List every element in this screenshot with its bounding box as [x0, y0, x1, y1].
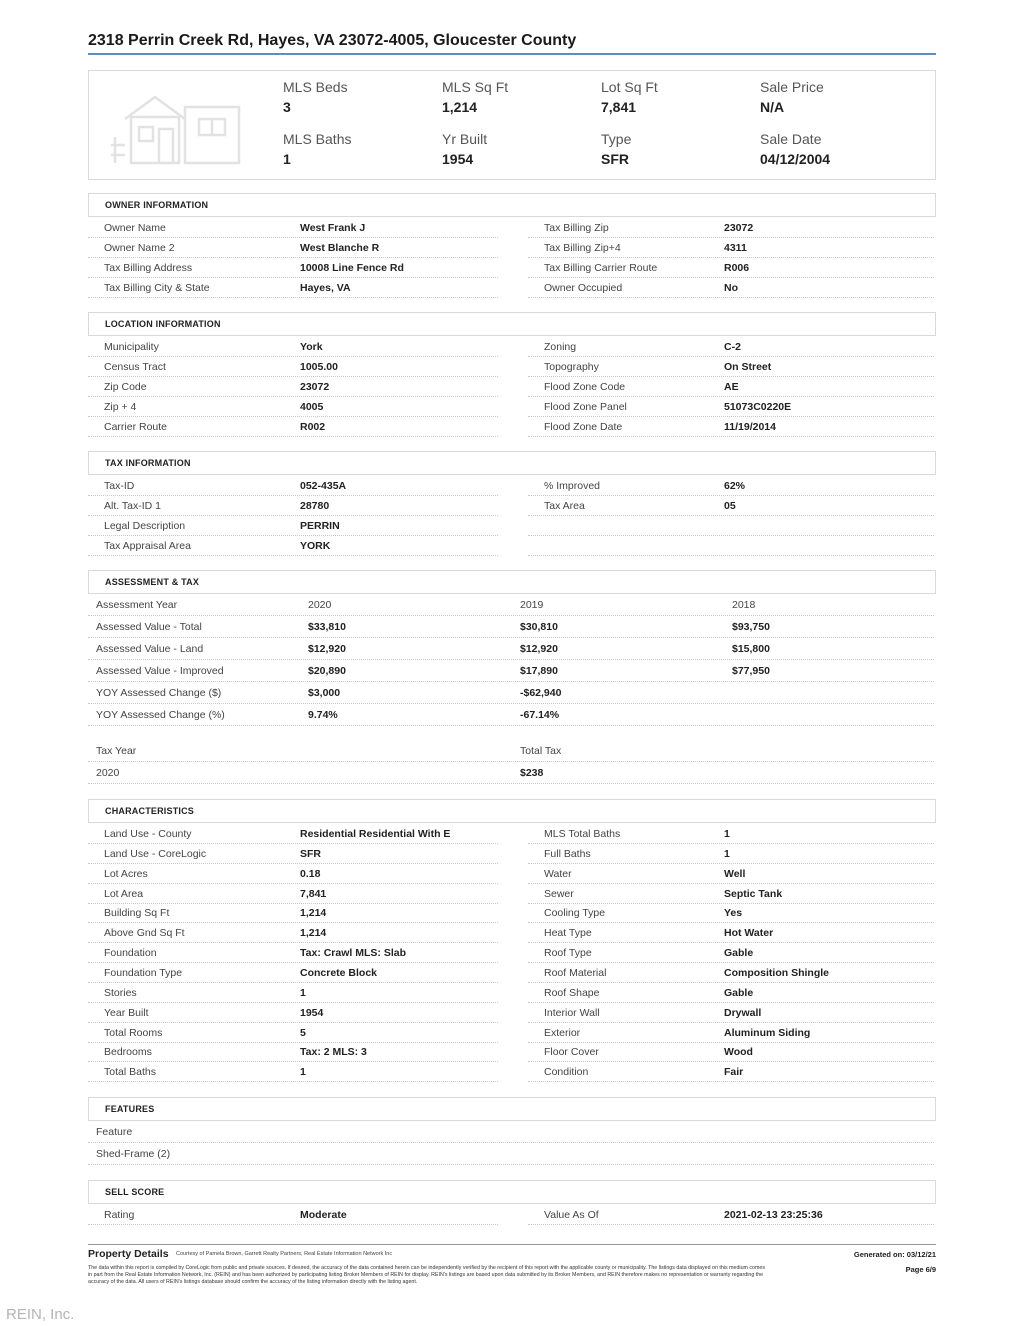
row-divider: [528, 1081, 934, 1082]
summary-label: MLS Baths: [283, 131, 352, 147]
owner-information-header: [88, 193, 936, 217]
field-value: 1: [300, 986, 306, 999]
field-value: 05: [724, 500, 736, 512]
field-value: 1: [300, 1066, 306, 1079]
summary-label: MLS Sq Ft: [442, 79, 509, 95]
summary-item: [601, 131, 631, 167]
field-value: AE: [724, 381, 739, 393]
summary-value: 1: [283, 151, 291, 167]
assessment-value: $15,800: [732, 643, 770, 655]
field-value: Fair: [724, 1066, 744, 1079]
field-label: YOY Assessed Change ($): [96, 687, 222, 699]
assessment-value: 9.74%: [308, 709, 338, 721]
info-row: [88, 1003, 508, 1023]
field-label: Carrier Route: [104, 421, 168, 433]
row-divider: [88, 783, 934, 784]
info-row: [88, 864, 508, 884]
field-value: Moderate: [300, 1209, 347, 1221]
owner-information-header-title: OWNER INFORMATION: [105, 200, 209, 210]
field-value: 23072: [724, 222, 754, 234]
field-value: York: [300, 341, 323, 353]
footer-disclaimer: The data within this report is compiled by CoreLogic from public and private sources. If desired, the accuracy of the data contained herein can be independently verified by the recipient of this report with the applicable county or municipality. The listings data displayed on this medium comes in part from the Real Estate Information Network, Inc. (REIN) and has been authorized by participating listing Broker Members of REIN for display. REIN's listings are based upon data submitted by its Broker Members, and REIN therefore makes no representation or warranty regarding the accuracy of the data. All users of REIN's listings database should confirm the accuracy of the listing information directly with the listing agent.: [88, 1265, 765, 1286]
row-divider: [528, 555, 934, 556]
field-value: Aluminum Siding: [724, 1026, 811, 1039]
assessment-tax-header-title: ASSESSMENT & TAX: [105, 577, 200, 587]
info-row: [528, 516, 934, 536]
info-row: [528, 377, 934, 397]
field-value: 1: [724, 847, 730, 860]
info-row: [88, 1062, 508, 1082]
row-divider: [88, 681, 934, 682]
field-value: 0.18: [300, 867, 321, 880]
field-value: Septic Tank: [724, 887, 783, 900]
field-label: Owner Name 2: [104, 242, 175, 254]
tax-year-value: 2020: [96, 767, 120, 779]
features-header-title: FEATURES: [105, 1104, 155, 1114]
assessment-year: 2019: [520, 599, 544, 611]
info-row: [528, 923, 934, 943]
field-label: Rating: [104, 1209, 135, 1221]
field-label: Sewer: [544, 887, 574, 900]
row-divider: [88, 761, 934, 762]
assessment-row: [88, 617, 934, 637]
assessment-value: $30,810: [520, 621, 558, 633]
watermark: REIN, Inc.: [6, 1306, 75, 1323]
field-value: R006: [724, 262, 750, 274]
assessment-value: $12,920: [520, 643, 558, 655]
field-value: 2021-02-13 23:25:36: [724, 1209, 823, 1221]
field-label: Condition: [544, 1066, 589, 1079]
info-row: [528, 1023, 934, 1043]
field-label: Flood Zone Date: [544, 421, 623, 433]
field-label: Census Tract: [104, 361, 166, 373]
footer-courtesy: Courtesy of Pamela Brown, Garrett Realty Partners, Real Estate Information Network Inc: [176, 1251, 393, 1257]
assessment-year: 2018: [732, 599, 756, 611]
info-row: [528, 337, 934, 357]
tax-information-header-title: TAX INFORMATION: [105, 458, 191, 468]
assessment-value: $17,890: [520, 665, 558, 677]
field-value: 052-435A: [300, 480, 347, 492]
house-placeholder-icon: [103, 85, 253, 165]
generated-date: Generated on: 03/12/21: [853, 1250, 936, 1259]
info-row: [88, 983, 508, 1003]
field-value: Tax: Crawl MLS: Slab: [300, 947, 406, 960]
assessment-value: $12,920: [308, 643, 346, 655]
row-divider: [88, 1142, 934, 1143]
feature-row: [88, 1144, 934, 1164]
assessment-row: [88, 639, 934, 659]
info-row: [88, 496, 508, 516]
info-row: [88, 417, 508, 437]
info-row: [528, 218, 934, 238]
field-label: Total Tax: [520, 745, 562, 757]
row-divider: [88, 436, 498, 437]
assessment-value: $93,750: [732, 621, 770, 633]
info-row: [88, 884, 508, 904]
field-value: West Blanche R: [300, 242, 380, 254]
summary-item: [760, 79, 824, 115]
field-label: Roof Type: [544, 947, 592, 960]
field-label: Roof Shape: [544, 986, 600, 999]
field-label: Total Rooms: [104, 1026, 163, 1039]
info-row: [528, 238, 934, 258]
info-row: [528, 1003, 934, 1023]
info-row: [528, 884, 934, 904]
field-value: 1,214: [300, 907, 327, 920]
field-value: Gable: [724, 947, 754, 960]
field-value: West Frank J: [300, 222, 366, 234]
field-value: R002: [300, 421, 326, 433]
field-value: 5: [300, 1026, 306, 1039]
field-label: Floor Cover: [544, 1046, 599, 1059]
info-row: [528, 963, 934, 983]
field-label: Total Baths: [104, 1066, 156, 1079]
info-row: [88, 963, 508, 983]
field-value: Composition Shingle: [724, 966, 829, 979]
summary-label: MLS Beds: [283, 79, 348, 95]
field-label: Tax Billing Carrier Route: [544, 262, 658, 274]
info-row: [88, 516, 508, 536]
field-value: On Street: [724, 361, 772, 373]
field-label: YOY Assessed Change (%): [96, 709, 225, 721]
field-value: Yes: [724, 907, 743, 920]
info-row: [88, 278, 508, 298]
info-row: [88, 536, 508, 556]
info-row: [88, 397, 508, 417]
summary-value: N/A: [760, 99, 785, 115]
field-label: Tax Billing Zip: [544, 222, 609, 234]
field-label: % Improved: [544, 480, 601, 492]
field-label: Land Use - County: [104, 828, 192, 840]
field-value: Hayes, VA: [300, 282, 351, 294]
info-row: [88, 1023, 508, 1043]
field-value: 62%: [724, 480, 746, 492]
field-value: Well: [724, 867, 746, 880]
field-label: Lot Acres: [104, 867, 148, 880]
info-row: [88, 377, 508, 397]
info-row: [528, 844, 934, 864]
row-divider: [528, 297, 934, 298]
field-label: Water: [544, 867, 572, 880]
sell-score-header-title: SELL SCORE: [105, 1187, 165, 1197]
tax-information-header: [88, 451, 936, 475]
field-value: PERRIN: [300, 520, 340, 532]
row-divider: [88, 555, 498, 556]
row-divider: [88, 659, 934, 660]
field-label: Foundation: [104, 947, 157, 960]
field-value: Residential Residential With E: [300, 828, 451, 840]
footer-title: Property Details: [88, 1248, 169, 1260]
field-label: Building Sq Ft: [104, 907, 170, 920]
field-label: Cooling Type: [544, 907, 606, 920]
field-label: Feature: [96, 1126, 133, 1138]
field-label: Tax Appraisal Area: [104, 540, 191, 552]
field-label: Stories: [104, 986, 137, 999]
field-label: Assessed Value - Land: [96, 643, 204, 655]
field-value: Drywall: [724, 1006, 762, 1019]
assessment-year-row: [88, 595, 934, 615]
summary-item: [601, 79, 658, 115]
info-row: [528, 417, 934, 437]
info-row: [528, 824, 934, 844]
characteristics-header: [88, 799, 936, 823]
page-number: Page 6/9: [905, 1265, 936, 1274]
field-value: C-2: [724, 341, 741, 353]
info-row: [528, 357, 934, 377]
location-information-header-title: LOCATION INFORMATION: [105, 319, 221, 329]
field-label: Value As Of: [544, 1209, 599, 1221]
assessment-value: $20,890: [308, 665, 346, 677]
field-label: Topography: [544, 361, 599, 373]
assessment-value: $77,950: [732, 665, 770, 677]
info-row: [528, 943, 934, 963]
field-label: Roof Material: [544, 966, 607, 979]
summary-label: Yr Built: [442, 131, 488, 147]
summary-value: 7,841: [601, 99, 637, 115]
info-row: [88, 218, 508, 238]
summary-label: Sale Price: [760, 79, 824, 95]
info-row: [528, 536, 934, 556]
row-divider: [88, 637, 934, 638]
info-row: [528, 476, 934, 496]
summary-item: [283, 79, 348, 115]
row-divider: [88, 1224, 498, 1225]
field-value: 7,841: [300, 887, 327, 900]
field-label: Legal Description: [104, 520, 186, 532]
info-row: [88, 844, 508, 864]
field-value: 1005.00: [300, 361, 338, 373]
features-label-row: [88, 1122, 934, 1142]
field-label: Above Gnd Sq Ft: [104, 927, 185, 940]
info-row: [88, 903, 508, 923]
field-value: Gable: [724, 986, 754, 999]
field-label: MLS Total Baths: [544, 828, 621, 840]
info-row: [88, 238, 508, 258]
field-value: 51073C0220E: [724, 401, 792, 413]
field-label: Year Built: [104, 1006, 149, 1019]
info-row: [528, 496, 934, 516]
field-label: Tax Year: [96, 745, 137, 757]
field-value: 11/19/2014: [724, 421, 776, 433]
info-row: [88, 824, 508, 844]
info-row: [528, 903, 934, 923]
field-label: Owner Occupied: [544, 282, 623, 294]
field-value: YORK: [300, 540, 331, 552]
field-value: 1954: [300, 1006, 324, 1019]
info-row: [88, 1042, 508, 1062]
summary-value: 04/12/2004: [760, 151, 831, 167]
field-value: 4005: [300, 401, 324, 413]
info-row: [528, 258, 934, 278]
row-divider: [88, 703, 934, 704]
info-row: [528, 1205, 934, 1225]
field-label: Alt. Tax-ID 1: [104, 500, 161, 512]
summary-item: [442, 79, 508, 115]
field-label: Flood Zone Code: [544, 381, 626, 393]
total-tax-value: $238: [520, 767, 544, 779]
field-label: Interior Wall: [544, 1006, 600, 1019]
row-divider: [88, 725, 934, 726]
info-row: [88, 943, 508, 963]
location-information-header: [88, 312, 936, 336]
summary-item: [760, 131, 830, 167]
assessment-row: [88, 661, 934, 681]
field-value: Concrete Block: [300, 966, 378, 979]
tax-year-header-row: [88, 741, 934, 761]
field-label: Lot Area: [104, 887, 144, 900]
characteristics-header-title: CHARACTERISTICS: [105, 806, 195, 816]
info-row: [88, 923, 508, 943]
row-divider: [528, 1224, 934, 1225]
row-divider: [88, 297, 498, 298]
info-row: [88, 337, 508, 357]
footer-divider: [88, 1244, 936, 1245]
summary-label: Lot Sq Ft: [601, 79, 658, 95]
summary-value: SFR: [601, 151, 629, 167]
assessment-row: [88, 683, 934, 703]
assessment-value: $3,000: [308, 687, 341, 699]
summary-item: [442, 131, 487, 167]
field-label: Tax Billing Address: [104, 262, 193, 274]
field-label: Foundation Type: [104, 966, 183, 979]
assessment-year: 2020: [308, 599, 332, 611]
field-value: 23072: [300, 381, 330, 393]
info-row: [528, 1062, 934, 1082]
field-label: Full Baths: [544, 847, 591, 860]
field-value: Hot Water: [724, 927, 774, 940]
assessment-tax-header: [88, 570, 936, 594]
field-label: Zip Code: [104, 381, 147, 393]
field-label: Tax Area: [544, 500, 585, 512]
field-value: 10008 Line Fence Rd: [300, 262, 404, 274]
info-row: [528, 1042, 934, 1062]
field-label: Tax Billing Zip+4: [544, 242, 621, 254]
feature-item: Shed-Frame (2): [96, 1148, 171, 1160]
field-value: 28780: [300, 500, 330, 512]
summary-label: Sale Date: [760, 131, 822, 147]
field-value: 1: [724, 828, 730, 840]
row-divider: [88, 1164, 934, 1165]
field-label: Exterior: [544, 1026, 581, 1039]
field-value: SFR: [300, 847, 321, 860]
field-label: Bedrooms: [104, 1046, 152, 1059]
row-divider: [88, 615, 934, 616]
field-label: Tax-ID: [104, 480, 135, 492]
field-label: Tax Billing City & State: [104, 282, 210, 294]
assessment-value: -67.14%: [520, 709, 560, 721]
summary-value: 1,214: [442, 99, 478, 115]
field-value: 4311: [724, 242, 747, 254]
summary-label: Type: [601, 131, 632, 147]
field-label: Heat Type: [544, 927, 592, 940]
field-label: Assessed Value - Improved: [96, 665, 224, 677]
field-label: Assessment Year: [96, 599, 178, 611]
sell-score-header: [88, 1180, 936, 1204]
field-value: No: [724, 282, 738, 294]
field-label: Flood Zone Panel: [544, 401, 627, 413]
row-divider: [528, 436, 934, 437]
field-label: Land Use - CoreLogic: [104, 847, 207, 860]
title-divider: [88, 53, 936, 55]
summary-value: 1954: [442, 151, 474, 167]
row-divider: [88, 1081, 498, 1082]
info-row: [88, 1205, 508, 1225]
field-value: Tax: 2 MLS: 3: [300, 1046, 367, 1059]
assessment-value: -$62,940: [520, 687, 562, 699]
info-row: [528, 864, 934, 884]
assessment-value: $33,810: [308, 621, 346, 633]
info-row: [88, 476, 508, 496]
field-value: 1,214: [300, 927, 327, 940]
info-row: [88, 258, 508, 278]
property-address-title: 2318 Perrin Creek Rd, Hayes, VA 23072-4005, Gloucester County: [88, 32, 577, 49]
assessment-row: [88, 705, 934, 725]
summary-value: 3: [283, 99, 291, 115]
info-row: [528, 397, 934, 417]
field-value: Wood: [724, 1046, 753, 1059]
info-row: [528, 983, 934, 1003]
features-header: [88, 1097, 936, 1121]
field-label: Assessed Value - Total: [96, 621, 202, 633]
field-label: Zoning: [544, 341, 577, 353]
summary-item: [283, 131, 351, 167]
field-label: Municipality: [104, 341, 159, 353]
field-label: Owner Name: [104, 222, 166, 234]
field-label: Zip + 4: [104, 401, 137, 413]
summary-box: [88, 70, 936, 180]
tax-year-row: [88, 763, 934, 783]
info-row: [88, 357, 508, 377]
info-row: [528, 278, 934, 298]
